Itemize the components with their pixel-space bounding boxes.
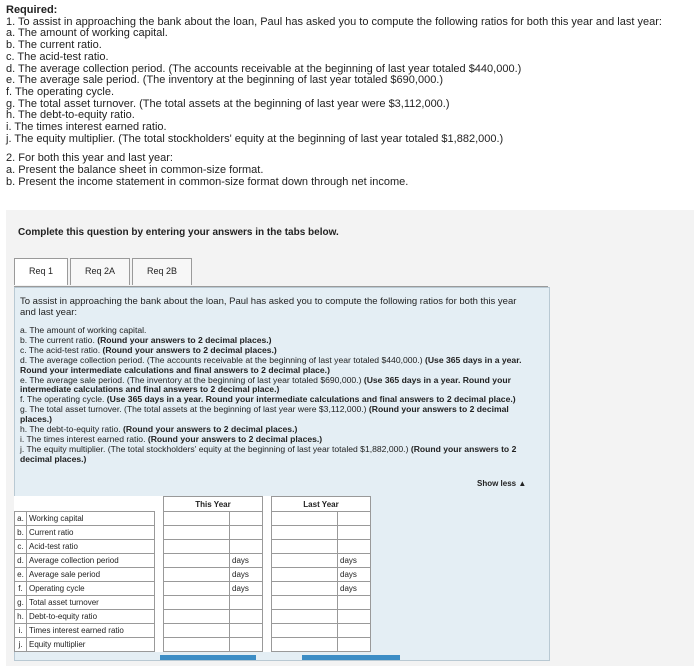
sale-period-last-year-input[interactable] [272, 568, 338, 582]
row-label: Debt-to-equity ratio [27, 610, 155, 624]
required-heading: Required: [6, 4, 58, 16]
required-sub-e: e. The average sale period. (The inventory at the beginning of last year totaled $690,000.) [6, 74, 444, 87]
table-row: b. Current ratio [15, 526, 371, 540]
table-row: f. Operating cycle days days [15, 582, 371, 596]
instruction-item: b. The current ratio. (Round your answers to 2 decimal places.) [20, 334, 272, 345]
table-row: a. Working capital [15, 512, 371, 526]
required-sub-b: b. The current ratio. [6, 39, 102, 52]
equity-multiplier-this-year-input[interactable] [164, 638, 230, 652]
current-ratio-last-year-input[interactable] [272, 526, 338, 540]
tab-req-1[interactable]: Req 1 [14, 258, 68, 285]
asset-turnover-last-year-input[interactable] [272, 596, 338, 610]
equity-multiplier-last-year-input[interactable] [272, 638, 338, 652]
debt-to-equity-last-year-input[interactable] [272, 610, 338, 624]
table-header-row [15, 497, 371, 512]
row-label: Average sale period [27, 568, 155, 582]
row-label: Current ratio [27, 526, 155, 540]
instruction-item: f. The operating cycle. (Use 365 days in a year. Round your intermediate calculations and final answers to 2 decimal place.) [20, 394, 516, 405]
table-row: e. Average sale period days days [15, 568, 371, 582]
table-row: d. Average collection period days days [15, 554, 371, 568]
row-label: Average collection period [27, 554, 155, 568]
table-row: h. Debt-to-equity ratio [15, 610, 371, 624]
asset-turnover-this-year-input[interactable] [164, 596, 230, 610]
days-unit: days [230, 554, 263, 568]
working-capital-last-year-input[interactable] [272, 512, 338, 526]
required-sub-c: c. The acid-test ratio. [6, 50, 109, 63]
next-button-bar[interactable] [302, 655, 400, 660]
row-label: Equity multiplier [27, 638, 155, 652]
panel-intro: To assist in approaching the bank about the loan, Paul has asked you to compute the following ratios for both this year and last year: [20, 296, 517, 318]
acid-test-last-year-input[interactable] [272, 540, 338, 554]
row-label: Operating cycle [27, 582, 155, 596]
table-row: g. Total asset turnover [15, 596, 371, 610]
required-sub-a: a. The amount of working capital. [6, 27, 168, 40]
table-row: c. Acid-test ratio [15, 540, 371, 554]
instruction-item: j. The equity multiplier. (The total stockholders' equity at the beginning of last year totaled $1,882,000.) (Round your answers to 2 decimal places.) [20, 443, 517, 464]
table-row: i. Times interest earned ratio [15, 624, 371, 638]
instruction-item: g. The total asset turnover. (The total assets at the beginning of last year were $3,112,000.) (Round your answers to 2 decimal places.) [20, 404, 509, 425]
required-2-sub-b: b. Present the income statement in common-size format down through net income. [6, 175, 409, 188]
row-label: Acid-test ratio [27, 540, 155, 554]
instruction-item: d. The average collection period. (The accounts receivable at the beginning of last year totaled $440,000.) (Use 365 days in a year. Round your intermediate calculations and final answers to 2 decimal place.) [20, 354, 522, 375]
days-unit: days [230, 568, 263, 582]
required-item-1: 1. To assist in approaching the bank about the loan, Paul has asked you to compute the following ratios for both this year and last year: [6, 15, 662, 28]
times-interest-earned-this-year-input[interactable] [164, 624, 230, 638]
row-label: Times interest earned ratio [27, 624, 155, 638]
show-less-link[interactable]: Show less ▲ [477, 479, 527, 488]
instructions-text: Complete this question by entering your answers in the tabs below. [18, 227, 339, 238]
tab-req-2b[interactable]: Req 2B [132, 258, 192, 285]
days-unit: days [230, 582, 263, 596]
instruction-item: c. The acid-test ratio. (Round your answers to 2 decimal places.) [20, 344, 277, 355]
debt-to-equity-this-year-input[interactable] [164, 610, 230, 624]
days-unit: days [338, 582, 371, 596]
operating-cycle-last-year-input[interactable] [272, 582, 338, 596]
required-item-2: 2. For both this year and last year: [6, 152, 173, 165]
col-header-last-year: Last Year [272, 497, 371, 512]
sale-period-this-year-input[interactable] [164, 568, 230, 582]
instruction-item: e. The average sale period. (The inventory at the beginning of last year totaled $690,000.) (Use 365 days in a year. Round your intermediate calculations and final answers to 2 decimal place.) [20, 374, 511, 395]
operating-cycle-this-year-input[interactable] [164, 582, 230, 596]
required-section [6, 5, 696, 189]
required-sub-g: g. The total asset turnover. (The total assets at the beginning of last year were $3,112,000.) [6, 97, 450, 110]
required-sub-d: d. The average collection period. (The accounts receivable at the beginning of last year totaled $440,000.) [6, 62, 522, 75]
instruction-item: a. The amount of working capital. [20, 325, 147, 335]
collection-period-this-year-input[interactable] [164, 554, 230, 568]
days-unit: days [338, 568, 371, 582]
col-header-this-year: This Year [164, 497, 263, 512]
current-ratio-this-year-input[interactable] [164, 526, 230, 540]
required-2-sub-a: a. Present the balance sheet in common-size format. [6, 164, 264, 177]
required-sub-f: f. The operating cycle. [6, 85, 115, 98]
acid-test-this-year-input[interactable] [164, 540, 230, 554]
required-sub-h: h. The debt-to-equity ratio. [6, 109, 135, 122]
required-sub-j: j. The equity multiplier. (The total stockholders' equity at the beginning of last year totaled $1,882,000.) [6, 132, 504, 145]
working-capital-this-year-input[interactable] [164, 512, 230, 526]
row-label: Total asset turnover [27, 596, 155, 610]
prev-button-bar[interactable] [160, 655, 256, 660]
days-unit: days [338, 554, 371, 568]
required-sub-i: i. The times interest earned ratio. [6, 121, 167, 134]
panel-instructions-list [20, 326, 540, 465]
instruction-item: i. The times interest earned ratio. (Round your answers to 2 decimal places.) [20, 433, 323, 444]
table-row: j. Equity multiplier [15, 638, 371, 652]
collection-period-last-year-input[interactable] [272, 554, 338, 568]
instruction-item: h. The debt-to-equity ratio. (Round your answers to 2 decimal places.) [20, 424, 298, 435]
times-interest-earned-last-year-input[interactable] [272, 624, 338, 638]
ratios-table [14, 496, 371, 652]
row-label: Working capital [27, 512, 155, 526]
tab-req-2a[interactable]: Req 2A [70, 258, 130, 285]
